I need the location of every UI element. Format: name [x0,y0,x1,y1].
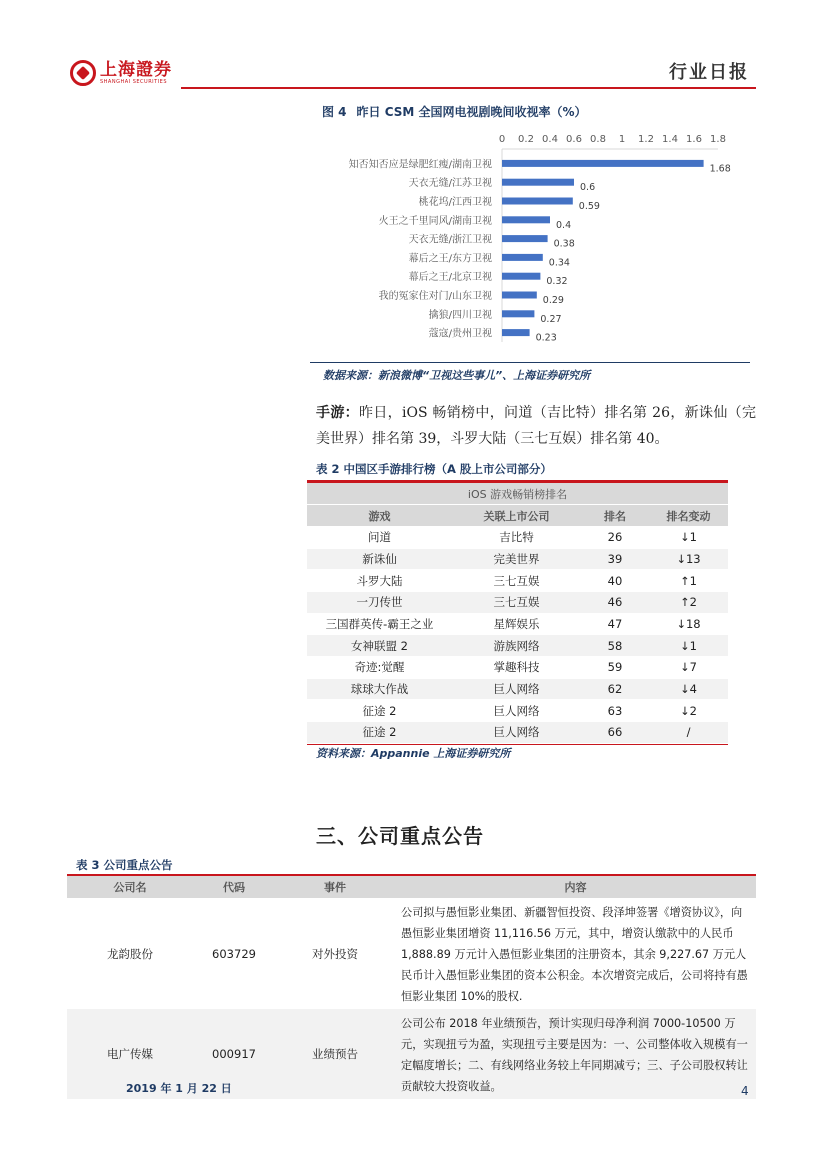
table-row [307,635,728,657]
rank-change-cell: ↓13 [649,548,728,570]
table-row [307,591,728,613]
code-cell: 000917 [193,1009,275,1099]
category-label: 火王之千里同风/湖南卫视 [378,215,492,227]
event-cell: 业绩预告 [275,1009,395,1099]
table-row [307,700,728,722]
logo-english-name: SHANGHAI SECURITIES [100,79,168,85]
table-row [307,548,728,570]
data-label: 0.27 [540,313,562,325]
rank-change-cell: ↓1 [649,526,728,548]
game-cell: 征途 2 [307,722,452,744]
game-cell: 三国群英传-霸王之业 [307,613,452,635]
category-label: 擒狼/四川卫视 [428,309,492,321]
table-row [307,613,728,635]
report-type-title: 行业日报 [669,62,749,83]
company-cell: 完美世界 [452,548,581,570]
ratings-bar-chart [310,126,750,356]
table3-caption: 表 3 公司重点公告 [76,858,173,872]
company-cell: 电广传媒 [67,1009,193,1099]
bar [502,216,550,223]
event-cell: 对外投资 [312,946,358,961]
data-label: 1.68 [709,163,731,175]
game-cell: 一刀传世 [307,591,452,613]
rank-change-cell: ↓7 [649,657,728,679]
paragraph-lead: 手游： [316,405,360,421]
bar [502,235,548,242]
rank-change-cell: ↓1 [649,635,728,657]
bar [502,198,573,205]
table-group-header: iOS 游戏畅销榜排名 [307,483,728,505]
mobile-game-ranking-table [307,480,728,746]
data-label: 0.32 [546,276,568,288]
section-title: 三、公司重点公告 [316,824,484,848]
table-row [307,570,728,592]
bar [502,179,574,186]
company-cell: 游族网络 [452,635,581,657]
x-tick-label: 1.6 [686,134,702,145]
company-logo [70,60,172,86]
figure-source: 数据来源：新浪微博“卫视这些事儿”、上海证券研究所 [323,369,591,382]
category-label: 桃花坞/江西卫视 [418,197,492,208]
bar [502,292,537,299]
rank-change-cell: / [649,722,728,744]
data-label: 0.59 [578,201,600,212]
category-label: 幕后之王/东方卫视 [408,253,492,265]
game-cell: 球球大作战 [307,678,452,700]
bar [502,310,534,317]
column-header-rank-change: 排名变动 [649,505,728,527]
x-tick-label: 1 [618,134,626,145]
column-header-company: 公司名 [67,876,193,898]
rank-cell: 46 [581,591,649,613]
mobile-games-paragraph [316,400,756,452]
category-label: 天衣无缝/浙江卫视 [408,234,492,246]
column-header-company: 关联上市公司 [452,505,581,527]
figure-title: 昨日 CSM 全国网电视剧晚间收视率（%） [356,105,587,119]
company-cell: 三七互娱 [452,591,581,613]
x-tick-label: 0.2 [518,134,534,145]
category-label: 我的冤家住对门/山东卫视 [378,291,492,302]
rank-cell: 63 [581,700,649,722]
data-label: 0.4 [556,219,572,231]
rank-cell: 40 [581,570,649,592]
x-tick-label: 0.6 [566,134,582,145]
category-label: 知否知否应是绿肥红瘦/湖南卫视 [348,159,492,171]
page-number: 4 [741,1084,749,1098]
data-label: 0.23 [535,332,557,344]
company-announcement-table [67,874,756,1099]
rank-cell: 62 [581,678,649,700]
column-header-code: 代码 [193,876,275,898]
rank-cell: 39 [581,548,649,570]
data-label: 0.38 [553,238,575,250]
game-cell: 问道 [307,526,452,548]
data-label: 0.6 [580,182,596,194]
data-label: 0.34 [548,257,570,269]
bar [502,273,540,280]
game-cell: 奇迹:觉醒 [307,657,452,679]
header-divider [181,87,756,89]
bar [502,329,530,336]
logo-chinese-name: 上海證券 [100,60,172,80]
figure-caption [322,103,597,120]
rank-change-cell: ↓18 [649,613,728,635]
table-row [307,678,728,700]
content-cell: 公司拟与愚恒影业集团、新疆智恒投资、段泽坤签署《增资协议》，向愚恒影业集团增资 11,116.56 万元，其中，增资认缴款中的人民币 1,888.89 万元计入愚恒影业集团的注册资本，其余 9,227.67 万元人民币计入愚恒影业集团的资本公积金。本次增资完成后，公司将持有愚恒影业集团 10%的股权. [401,906,748,1003]
table-row [67,898,756,1009]
x-tick-label: 0 [498,134,506,145]
logo-emblem-icon [70,60,96,86]
column-header-game: 游戏 [307,505,452,527]
company-cell: 巨人网络 [452,722,581,744]
category-label: 蔻寇/贵州卫视 [428,328,492,340]
figure-bottom-rule [310,362,750,363]
rank-change-cell: ↑1 [649,570,728,592]
game-cell: 斗罗大陆 [307,570,452,592]
category-label: 幕后之王/北京卫视 [408,272,492,284]
x-tick-label: 1.8 [710,134,726,145]
table2-source: 资料来源：Appannie 上海证券研究所 [316,747,511,760]
game-cell: 女神联盟 2 [307,635,452,657]
x-tick-label: 1.2 [638,134,654,145]
game-cell: 征途 2 [307,700,452,722]
rank-cell: 58 [581,635,649,657]
company-cell: 掌趣科技 [452,657,581,679]
paragraph-text: 昨日，iOS 畅销榜中，问道（吉比特）排名第 26，新诛仙（完美世界）排名第 39，斗罗大陆（三七互娱）排名第 40。 [316,405,757,447]
rank-cell: 26 [581,526,649,548]
bar [502,160,704,167]
x-tick-label: 0.8 [590,134,606,145]
rank-cell: 59 [581,657,649,679]
content-cell: 公司公布 2018 年业绩预告，预计实现归母净利润 7000-10500 万元，实现扭亏为盈，实现扭亏主要是因为：一、公司整体收入规模有一定幅度增长；二、有线网络业务较上年同期减亏；三、子公司股权转让贡献较大投资收益。 [395,1009,756,1099]
category-label: 天衣无缝/江苏卫视 [408,178,492,190]
report-date: 2019 年 1 月 22 日 [126,1082,232,1095]
rank-change-cell: ↓2 [649,700,728,722]
x-tick-label: 1.4 [662,134,678,145]
company-cell: 吉比特 [452,526,581,548]
column-header-event: 事件 [275,876,395,898]
table-row [307,657,728,679]
x-tick-label: 0.4 [542,134,558,145]
table2-caption: 表 2 中国区手游排行榜（A 股上市公司部分） [316,462,552,476]
table-row [307,526,728,548]
figure-label: 图 4 [322,105,347,119]
game-cell: 新诛仙 [307,548,452,570]
rank-cell: 66 [581,722,649,744]
table-row [307,722,728,744]
data-label: 0.29 [542,295,564,306]
rank-change-cell: ↑2 [649,591,728,613]
company-cell: 星辉娱乐 [452,613,581,635]
code-cell: 603729 [212,946,256,961]
rank-change-cell: ↓4 [649,678,728,700]
company-cell: 巨人网络 [452,700,581,722]
column-header-content: 内容 [395,876,756,898]
company-cell: 巨人网络 [452,678,581,700]
column-header-rank: 排名 [581,505,649,527]
company-cell: 三七互娱 [452,570,581,592]
bar [502,254,543,261]
rank-cell: 47 [581,613,649,635]
company-cell: 龙韵股份 [107,946,153,961]
